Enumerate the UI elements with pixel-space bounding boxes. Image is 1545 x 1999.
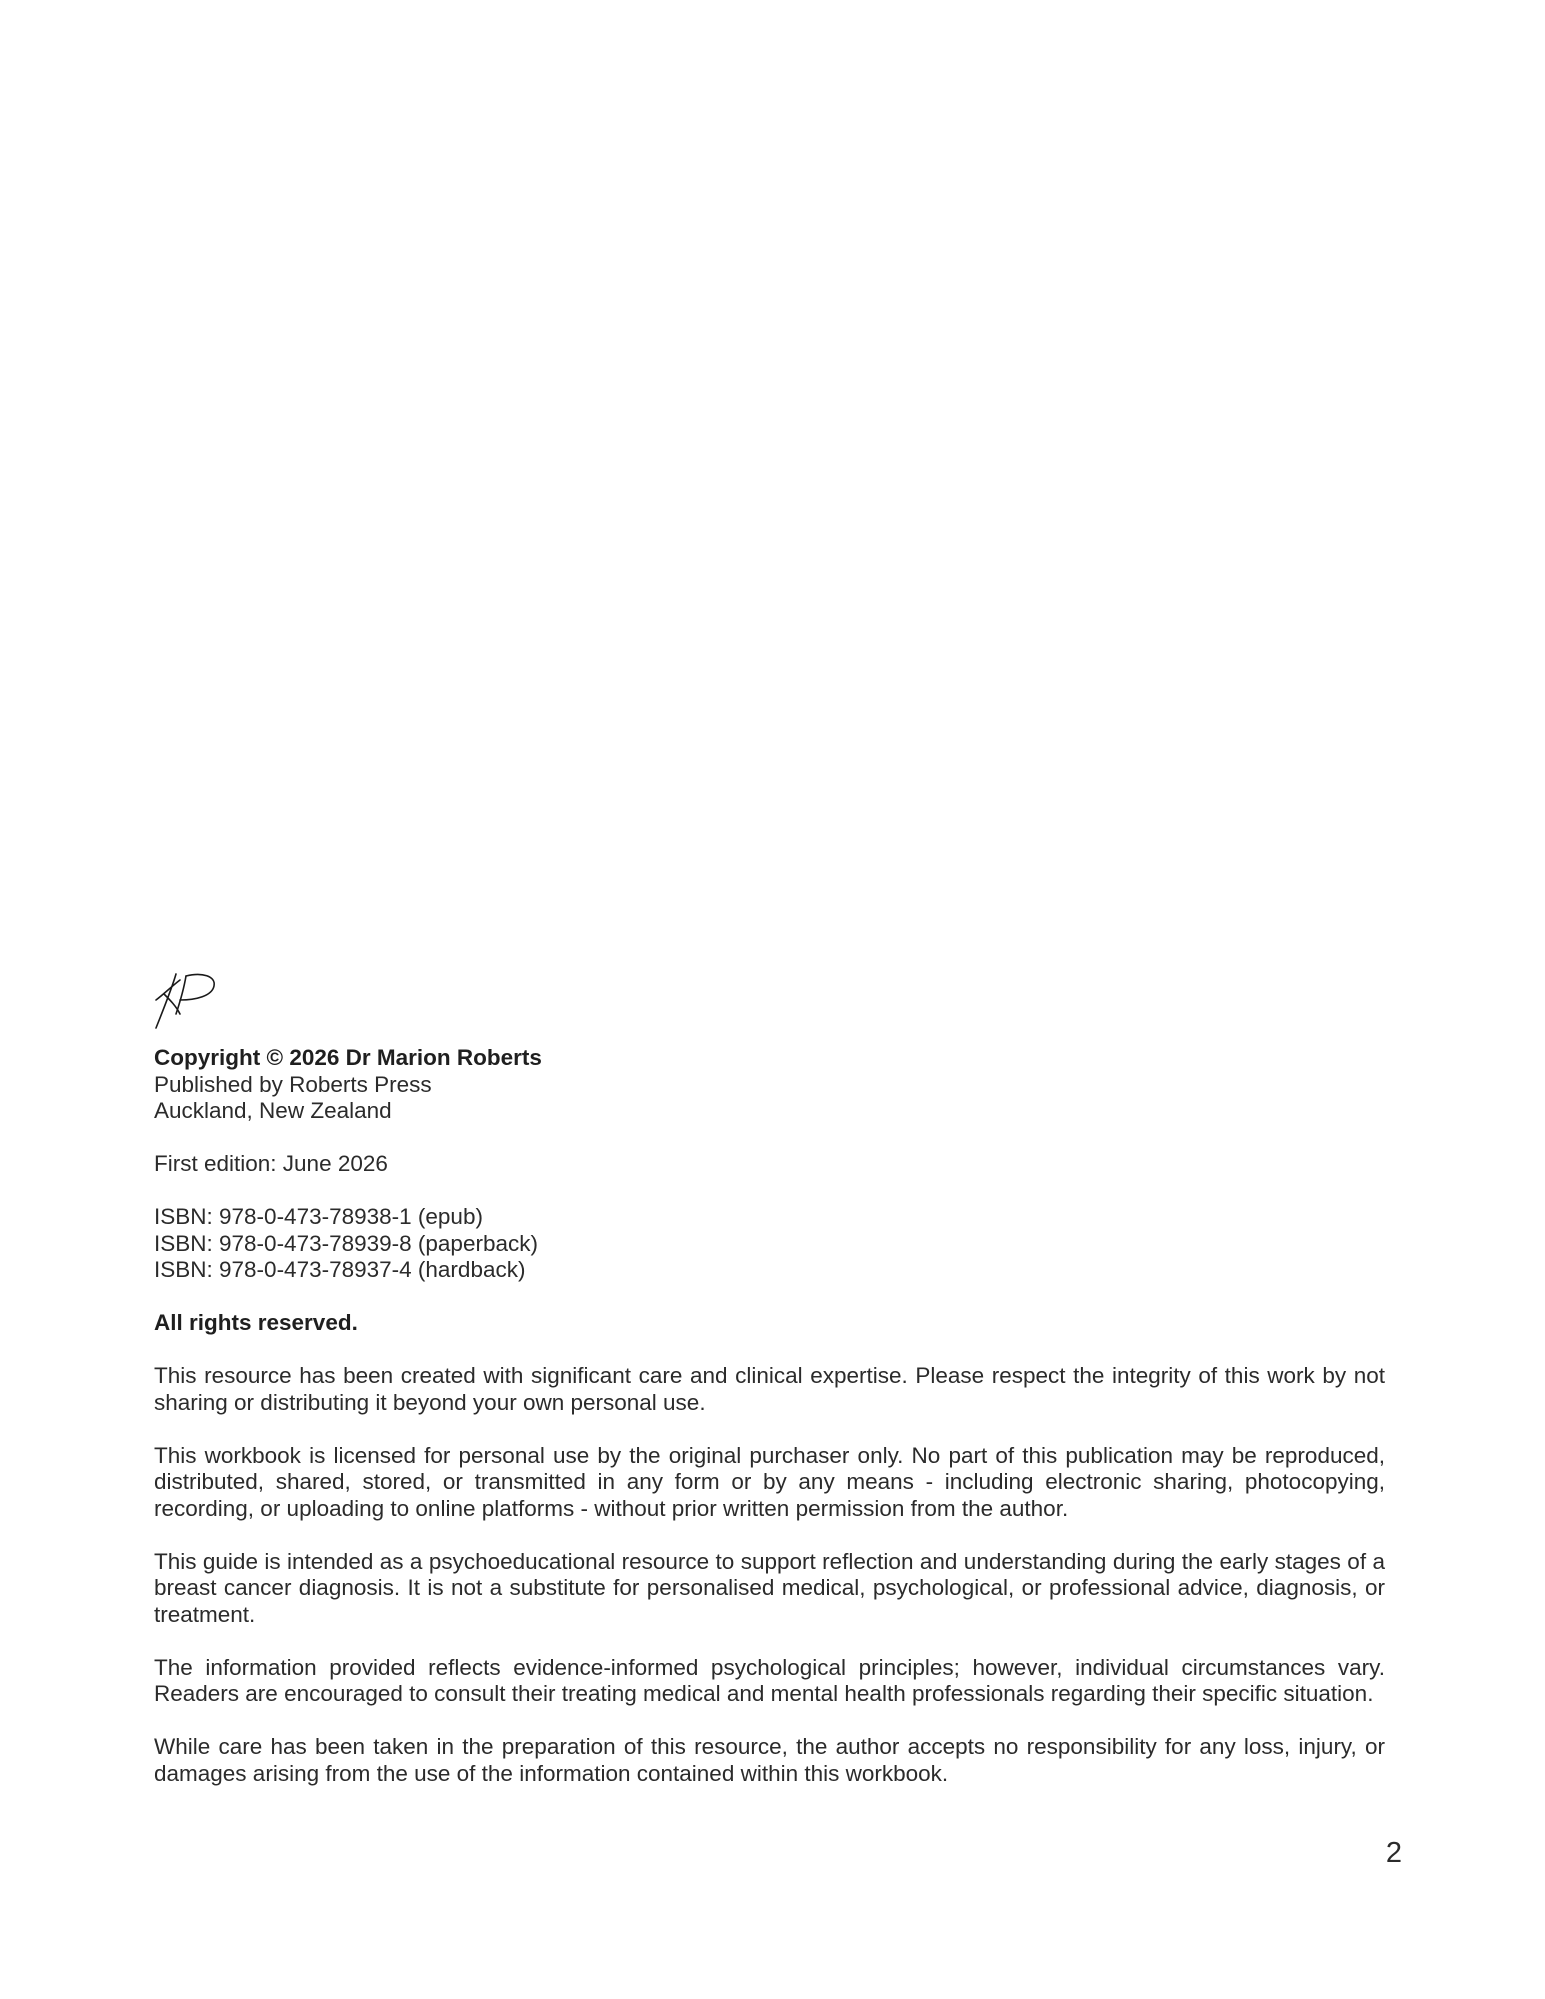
advice-paragraph: The information provided reflects evidence-informed psychological principles; however, individual circumstances vary. Readers are encouraged to consult their treating medical and mental health professionals regarding their specific situation. [154,1654,1385,1706]
integrity-paragraph: This resource has been created with significant care and clinical expertise. Please respect the integrity of this work by not sharing or distributing it beyond your own personal use. [154,1363,1385,1415]
license-paragraph: This workbook is licensed for personal use by the original purchaser only. No part of this publication may be reproduced, distributed, shared, stored, or transmitted in any form or by any means - including electronic sharing, photocopying, recording, or uploading to online platforms - without prior written permission from the author. [154,1442,1385,1521]
copyright-line: Copyright © 2026 Dr Marion Roberts [154,1045,542,1070]
edition-line: First edition: June 2026 [154,1151,388,1176]
copyright-block [154,1045,1385,1787]
isbn-hardback: ISBN: 978-0-473-78937-4 (hardback) [154,1257,526,1282]
page-number: 2 [1385,1837,1402,1869]
disclaimer-paragraph: While care has been taken in the preparation of this resource, the author accepts no responsibility for any loss, injury, or damages arising from the use of the information contained within this workbook. [154,1734,1385,1786]
rights-line: All rights reserved. [154,1310,358,1335]
isbn-epub: ISBN: 978-0-473-78938-1 (epub) [154,1204,483,1229]
publisher-line: Published by Roberts Press [154,1071,432,1097]
location-line: Auckland, New Zealand [154,1098,392,1123]
purpose-paragraph: This guide is intended as a psychoeducational resource to support reflection and understanding during the early stages of a breast cancer diagnosis. It is not a substitute for personalised medical, psychological, or professional advice, diagnosis, or treatment. [154,1548,1385,1627]
kp-signature-logo [150,970,230,1032]
isbn-paperback: ISBN: 978-0-473-78939-8 (paperback) [154,1230,538,1256]
